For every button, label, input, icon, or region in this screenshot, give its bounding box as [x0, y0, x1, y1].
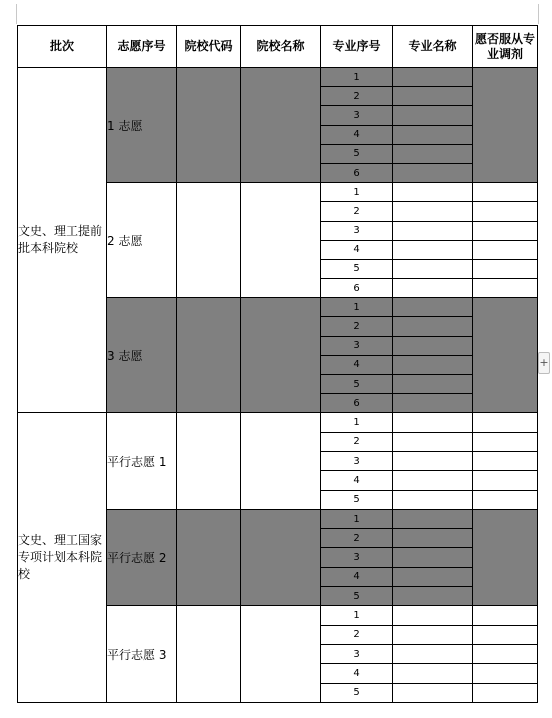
add-row-handle[interactable] [538, 352, 550, 374]
major-name-cell[interactable] [393, 221, 473, 240]
batch-cell: 文史、理工提前批本科院校 [18, 68, 107, 413]
major-name-cell[interactable] [393, 683, 473, 702]
major-order-cell: 2 [321, 317, 393, 336]
major-name-cell[interactable] [393, 471, 473, 490]
header-pref-order: 志愿序号 [107, 26, 177, 68]
form-body [18, 68, 538, 703]
school-name-cell[interactable] [241, 68, 321, 183]
adjust-cell[interactable] [473, 471, 538, 490]
adjust-cell[interactable] [473, 509, 538, 605]
header-school-code: 院校代码 [177, 26, 241, 68]
major-name-cell[interactable] [393, 587, 473, 606]
major-order-cell: 5 [321, 587, 393, 606]
preference-label: 平行志愿 3 [107, 606, 177, 702]
major-name-cell[interactable] [393, 394, 473, 413]
school-code-cell[interactable] [177, 68, 241, 183]
major-name-cell[interactable] [393, 240, 473, 259]
preference-label: 平行志愿 1 [107, 413, 177, 509]
major-name-cell[interactable] [393, 202, 473, 221]
major-order-cell: 1 [321, 298, 393, 317]
major-name-cell[interactable] [393, 625, 473, 644]
major-name-cell[interactable] [393, 259, 473, 278]
preference-label: 1 志愿 [107, 68, 177, 183]
adjust-cell[interactable] [473, 432, 538, 451]
major-name-cell[interactable] [393, 355, 473, 374]
major-order-cell: 6 [321, 394, 393, 413]
adjust-cell[interactable] [473, 490, 538, 509]
major-order-cell: 1 [321, 68, 393, 87]
school-name-cell[interactable] [241, 413, 321, 509]
major-order-cell: 6 [321, 163, 393, 182]
school-code-cell[interactable] [177, 413, 241, 509]
major-order-cell: 1 [321, 183, 393, 202]
major-order-cell: 5 [321, 259, 393, 278]
major-name-cell[interactable] [393, 490, 473, 509]
major-order-cell: 2 [321, 625, 393, 644]
major-name-cell[interactable] [393, 509, 473, 528]
major-name-cell[interactable] [393, 548, 473, 567]
major-name-cell[interactable] [393, 163, 473, 182]
major-order-cell: 3 [321, 644, 393, 663]
major-order-cell: 1 [321, 606, 393, 625]
preference-label: 3 志愿 [107, 298, 177, 413]
batch-cell: 文史、理工国家专项计划本科院校 [18, 413, 107, 702]
adjust-cell[interactable] [473, 683, 538, 702]
major-order-cell: 4 [321, 567, 393, 586]
major-order-cell: 1 [321, 509, 393, 528]
major-name-cell[interactable] [393, 125, 473, 144]
preference-label: 2 志愿 [107, 183, 177, 298]
header-major-order: 专业序号 [321, 26, 393, 68]
adjust-cell[interactable] [473, 202, 538, 221]
major-order-cell: 1 [321, 413, 393, 432]
major-name-cell[interactable] [393, 413, 473, 432]
major-name-cell[interactable] [393, 298, 473, 317]
major-order-cell: 2 [321, 432, 393, 451]
major-order-cell: 3 [321, 548, 393, 567]
major-order-cell: 5 [321, 683, 393, 702]
preference-label: 平行志愿 2 [107, 509, 177, 605]
major-name-cell[interactable] [393, 664, 473, 683]
school-name-cell[interactable] [241, 509, 321, 605]
major-order-cell: 5 [321, 490, 393, 509]
adjust-cell[interactable] [473, 451, 538, 470]
adjust-cell[interactable] [473, 606, 538, 625]
school-name-cell[interactable] [241, 183, 321, 298]
major-name-cell[interactable] [393, 106, 473, 125]
major-order-cell: 3 [321, 336, 393, 355]
header-batch: 批次 [18, 26, 107, 68]
header-school-name: 院校名称 [241, 26, 321, 68]
adjust-cell[interactable] [473, 664, 538, 683]
major-order-cell: 6 [321, 279, 393, 298]
school-name-cell[interactable] [241, 606, 321, 702]
page-corner-mark-left [16, 4, 17, 24]
header-major-name: 专业名称 [393, 26, 473, 68]
adjust-cell[interactable] [473, 279, 538, 298]
major-order-cell: 4 [321, 355, 393, 374]
school-code-cell[interactable] [177, 509, 241, 605]
major-order-cell: 2 [321, 529, 393, 548]
header-row [18, 26, 538, 68]
major-order-cell: 5 [321, 375, 393, 394]
major-name-cell[interactable] [393, 68, 473, 87]
table-row [18, 413, 538, 432]
school-code-cell[interactable] [177, 183, 241, 298]
major-order-cell: 2 [321, 87, 393, 106]
plus-icon: + [539, 356, 549, 369]
major-name-cell[interactable] [393, 144, 473, 163]
page-corner-mark-right [538, 4, 539, 24]
table-row [18, 68, 538, 87]
major-name-cell[interactable] [393, 87, 473, 106]
major-name-cell[interactable] [393, 183, 473, 202]
adjust-cell[interactable] [473, 183, 538, 202]
major-name-cell[interactable] [393, 606, 473, 625]
major-order-cell: 2 [321, 202, 393, 221]
adjust-cell[interactable] [473, 413, 538, 432]
adjust-cell[interactable] [473, 240, 538, 259]
major-name-cell[interactable] [393, 644, 473, 663]
adjust-cell[interactable] [473, 221, 538, 240]
major-order-cell: 4 [321, 471, 393, 490]
application-form-table [17, 25, 538, 703]
major-name-cell[interactable] [393, 375, 473, 394]
major-name-cell[interactable] [393, 529, 473, 548]
major-name-cell[interactable] [393, 451, 473, 470]
major-name-cell[interactable] [393, 336, 473, 355]
adjust-cell[interactable] [473, 68, 538, 183]
major-name-cell[interactable] [393, 279, 473, 298]
school-code-cell[interactable] [177, 606, 241, 702]
major-order-cell: 3 [321, 221, 393, 240]
major-order-cell: 4 [321, 240, 393, 259]
adjust-cell[interactable] [473, 625, 538, 644]
major-order-cell: 4 [321, 664, 393, 683]
major-order-cell: 3 [321, 451, 393, 470]
school-code-cell[interactable] [177, 298, 241, 413]
adjust-cell[interactable] [473, 298, 538, 413]
adjust-cell[interactable] [473, 644, 538, 663]
major-name-cell[interactable] [393, 567, 473, 586]
header-adjust: 愿否服从专业调剂 [473, 26, 538, 68]
major-order-cell: 5 [321, 144, 393, 163]
major-name-cell[interactable] [393, 432, 473, 451]
major-order-cell: 4 [321, 125, 393, 144]
adjust-cell[interactable] [473, 259, 538, 278]
major-order-cell: 3 [321, 106, 393, 125]
school-name-cell[interactable] [241, 298, 321, 413]
major-name-cell[interactable] [393, 317, 473, 336]
